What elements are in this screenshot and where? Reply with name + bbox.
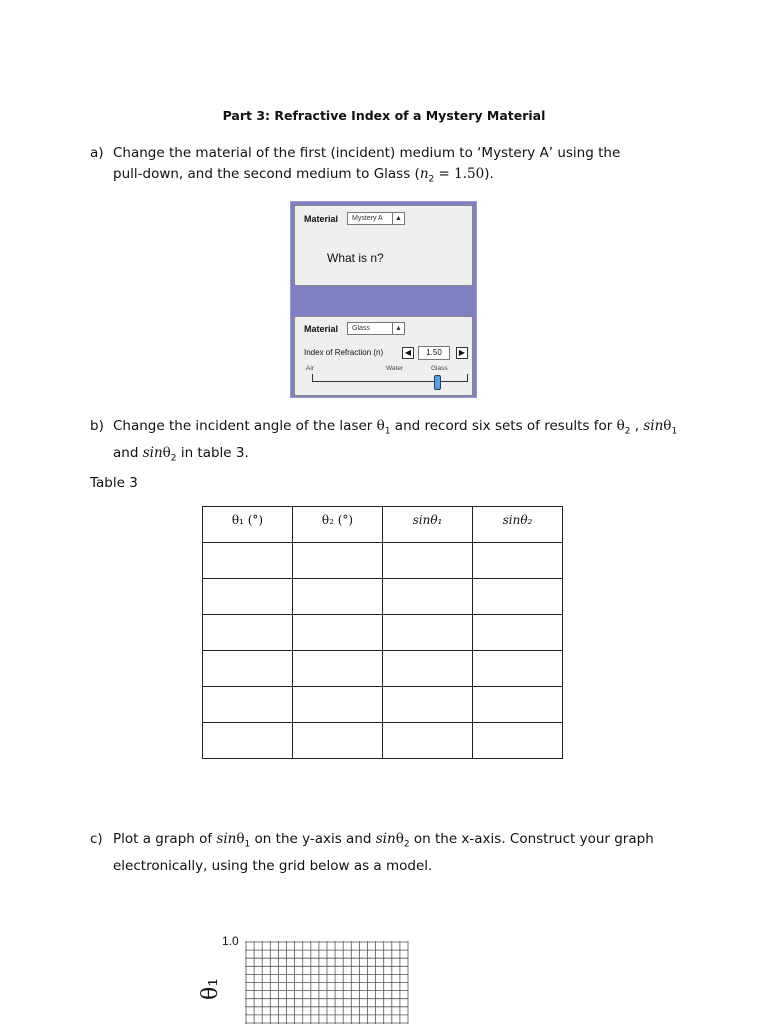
table-cell[interactable] <box>473 687 563 723</box>
table-cell[interactable] <box>293 687 383 723</box>
slider-label-glass: Glass <box>431 365 448 372</box>
table-cell[interactable] <box>293 615 383 651</box>
dropdown-arrow-icon[interactable]: ▲ <box>392 322 404 335</box>
table-header-row <box>203 507 563 543</box>
material-label-bottom: Material <box>304 324 339 334</box>
part-b-line-1: Change the incident angle of the laser $\theta_1$ and record six sets of results for $\theta_2$ , sinθ$_1$ <box>113 418 678 437</box>
table-cell[interactable] <box>293 651 383 687</box>
table-row <box>203 543 563 579</box>
index-slider-thumb[interactable] <box>434 375 441 390</box>
table-cell[interactable] <box>473 651 563 687</box>
increment-arrow-icon[interactable]: ▶ <box>456 347 468 359</box>
slider-tick <box>312 374 313 382</box>
part-b-line-2: and sinθ$_2$ in table 3. <box>113 444 249 464</box>
table-row <box>203 723 563 759</box>
second-medium-panel <box>294 316 473 396</box>
table-cell[interactable] <box>473 615 563 651</box>
index-of-refraction-label: Index of Refraction (n) <box>304 348 384 357</box>
mystery-question: What is n? <box>327 251 384 265</box>
part-c-marker: c) <box>90 831 103 847</box>
table-cell[interactable] <box>203 723 293 759</box>
table-cell[interactable] <box>383 579 473 615</box>
material-dropdown-top[interactable]: Mystery A ▲ <box>347 212 405 225</box>
table-cell[interactable] <box>203 615 293 651</box>
table-row <box>203 687 563 723</box>
header-theta1: θ₁ (°) <box>203 507 293 543</box>
table-cell[interactable] <box>293 579 383 615</box>
results-table <box>202 506 563 759</box>
part-c-line-1: Plot a graph of sinθ$_1$ on the y-axis and sinθ$_2$ on the x-axis. Construct your graph <box>113 831 654 850</box>
table-cell[interactable] <box>203 579 293 615</box>
index-value[interactable]: 1.50 <box>418 346 450 360</box>
table-cell[interactable] <box>203 651 293 687</box>
slider-label-air: Air <box>306 365 314 372</box>
part-c-text <box>113 829 683 877</box>
table-cell[interactable] <box>473 543 563 579</box>
table-cell[interactable] <box>203 687 293 723</box>
table-cell[interactable] <box>383 651 473 687</box>
material-dropdown-bottom[interactable]: Glass ▲ <box>347 322 405 335</box>
table-cell[interactable] <box>293 543 383 579</box>
incident-medium-panel <box>294 205 473 286</box>
slider-label-water: Water <box>386 365 404 372</box>
table-cell[interactable] <box>383 687 473 723</box>
part-a-text <box>113 143 673 191</box>
y-axis-max-label: 1.0 <box>222 934 239 948</box>
y-axis-label: θ₁ <box>198 977 223 1000</box>
decrement-arrow-icon[interactable]: ◀ <box>402 347 414 359</box>
section-title: Part 3: Refractive Index of a Mystery Material <box>222 108 546 123</box>
part-c-line-2: electronically, using the grid below as a model. <box>113 857 433 874</box>
part-b-text <box>113 416 683 469</box>
table-row <box>203 651 563 687</box>
header-sin-theta2: sinθ₂ <box>473 507 563 543</box>
table-cell[interactable] <box>383 615 473 651</box>
part-a-line-1: Change the material of the first (incident) medium to ‘Mystery A’ using the <box>113 145 621 161</box>
part-a-marker: a) <box>90 145 104 161</box>
slider-tick <box>467 374 468 382</box>
index-slider-track[interactable] <box>312 381 468 382</box>
part-b-marker: b) <box>90 418 104 434</box>
table-cell[interactable] <box>203 543 293 579</box>
dropdown-arrow-icon[interactable]: ▲ <box>392 212 404 225</box>
table-row <box>203 579 563 615</box>
table-row <box>203 615 563 651</box>
table-cell[interactable] <box>383 723 473 759</box>
table-cell[interactable] <box>473 579 563 615</box>
table-cell[interactable] <box>293 723 383 759</box>
header-sin-theta1: sinθ₁ <box>383 507 473 543</box>
simulation-screenshot <box>290 201 477 398</box>
table-caption: Table 3 <box>90 475 138 491</box>
header-theta2: θ₂ (°) <box>293 507 383 543</box>
table-cell[interactable] <box>473 723 563 759</box>
table-cell[interactable] <box>383 543 473 579</box>
graph-grid <box>245 941 409 1024</box>
material-label-top: Material <box>304 214 339 224</box>
part-a-line-2: pull-down, and the second medium to Glass $(n_2 = 1.50)$. <box>113 166 494 185</box>
